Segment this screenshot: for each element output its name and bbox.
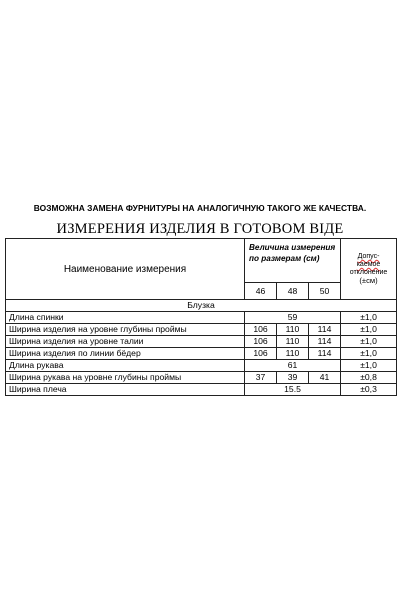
- row-value-50: 114: [309, 348, 341, 360]
- table-row: [6, 312, 397, 324]
- tolerance-line-1: Допус-: [357, 253, 380, 260]
- header-tolerance-col: [341, 239, 397, 300]
- fittings-notice: ВОЗМОЖНА ЗАМЕНА ФУРНИТУРЫ НА АНАЛОГИЧНУЮ ТАКОГО ЖЕ КАЧЕСТВА.: [33, 203, 367, 213]
- table-header-row: [6, 239, 397, 283]
- row-name: Длина спинки: [6, 312, 245, 324]
- size-48: 48: [277, 283, 309, 300]
- row-value-46: 106: [245, 336, 277, 348]
- row-value-46: 106: [245, 324, 277, 336]
- row-tolerance: ±1,0: [341, 336, 397, 348]
- row-value-50: 41: [309, 372, 341, 384]
- row-tolerance: ±0,8: [341, 372, 397, 384]
- table-row: [6, 384, 397, 396]
- row-value-46: 37: [245, 372, 277, 384]
- row-value-48: 110: [277, 336, 309, 348]
- section-label: Блузка: [6, 300, 397, 312]
- row-tolerance: ±1,0: [341, 324, 397, 336]
- tolerance-line-2: каемое: [356, 261, 381, 268]
- header-name-col: Наименование измерения: [6, 239, 245, 300]
- row-value-50: 114: [309, 324, 341, 336]
- row-name: Ширина рукава на уровне глубины проймы: [6, 372, 245, 384]
- size-50: 50: [309, 283, 341, 300]
- section-row: [6, 300, 397, 312]
- row-name: Ширина изделия по линии бёдер: [6, 348, 245, 360]
- row-value-merged: 59: [245, 312, 341, 324]
- row-value-48: 39: [277, 372, 309, 384]
- table-row: [6, 372, 397, 384]
- table-row: [6, 336, 397, 348]
- table-row: [6, 360, 397, 372]
- tolerance-line-4: (±см): [359, 276, 378, 285]
- row-tolerance: ±1,0: [341, 360, 397, 372]
- row-tolerance: ±1,0: [341, 312, 397, 324]
- row-name: Ширина изделия на уровне талии: [6, 336, 245, 348]
- row-value-46: 106: [245, 348, 277, 360]
- row-name: Ширина изделия на уровне глубины проймы: [6, 324, 245, 336]
- row-value-merged: 61: [245, 360, 341, 372]
- tolerance-line-3: отклонение: [349, 269, 388, 276]
- row-tolerance: ±1,0: [341, 348, 397, 360]
- measurements-table: [5, 238, 397, 396]
- row-value-48: 110: [277, 348, 309, 360]
- header-sizes-col: Величина измерения по размерам (см): [245, 239, 341, 283]
- table-row: [6, 324, 397, 336]
- row-tolerance: ±0,3: [341, 384, 397, 396]
- row-name: Длина рукава: [6, 360, 245, 372]
- row-name: Ширина плеча: [6, 384, 245, 396]
- row-value-48: 110: [277, 324, 309, 336]
- row-value-merged: 15.5: [245, 384, 341, 396]
- table-row: [6, 348, 397, 360]
- page-title: ИЗМЕРЕНИЯ ИЗДЕЛИЯ В ГОТОВОМ ВІДЕ: [56, 221, 344, 237]
- row-value-50: 114: [309, 336, 341, 348]
- size-46: 46: [245, 283, 277, 300]
